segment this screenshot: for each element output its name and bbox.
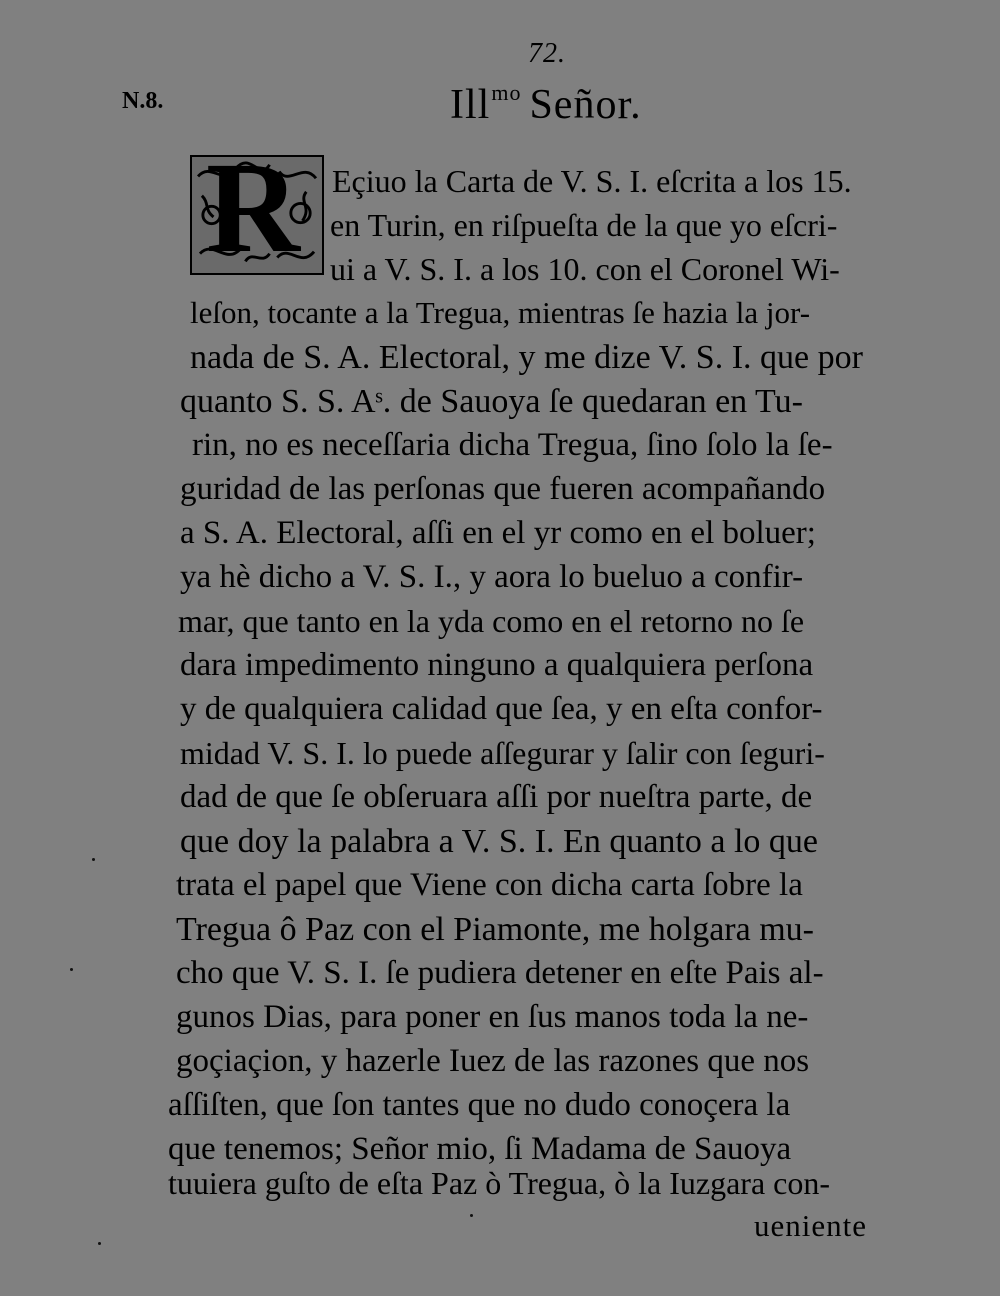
- text-line: dad de que ſe obſeruara aſſi por nueſtra parte, de: [180, 779, 813, 815]
- page-number: 72.: [528, 38, 566, 69]
- text-line: Tregua ô Paz con el Piamonte, me holgara mu-: [176, 911, 814, 948]
- text-line: rin, no es neceſſaria dicha Tregua, ſino ſolo la ſe-: [192, 427, 833, 463]
- text-line: guridad de las perſonas que fueren acompañando: [180, 471, 826, 507]
- text-line: ui a V. S. I. a los 10. con el Coronel Wi-: [330, 251, 840, 287]
- text-line: mar, que tanto en la yda como en el retorno no ſe: [178, 603, 805, 639]
- text-line: nada de S. A. Electoral, y me dize V. S. I. que por: [190, 339, 863, 376]
- print-speck: [98, 1242, 101, 1245]
- text-line: ya hè dicho a V. S. I., y aora lo bueluo a confir-: [180, 559, 804, 595]
- text-line: Eçiuo la Carta de V. S. I. eſcrita a los 15.: [332, 163, 852, 199]
- folio-mark: N.8.: [122, 88, 164, 114]
- text-line: aſſiſten, que ſon tantes que no dudo conoçera la: [168, 1087, 791, 1123]
- text-line: midad V. S. I. lo puede aſſegurar y ſalir con ſeguri-: [180, 735, 825, 771]
- letter-heading: [450, 80, 642, 129]
- print-speck: [92, 858, 95, 861]
- text-line: goçiaçion, y hazerle Iuez de las razones que nos: [176, 1043, 810, 1079]
- decorated-initial: [190, 155, 324, 275]
- dropcap-letter: R: [206, 155, 300, 275]
- text-line: leſon, tocante a la Tregua, mientras ſe hazia la jor-: [190, 295, 811, 330]
- text-line: gunos Dias, para poner en ſus manos toda la ne-: [176, 999, 809, 1035]
- text-line: que doy la palabra a V. S. I. En quanto a lo que: [180, 823, 818, 860]
- text-line: cho que V. S. I. ſe pudiera detener en eſte Pais al-: [176, 955, 824, 991]
- text-line: quanto S. S. Aˢ. de Sauoya ſe quedaran en Tu-: [180, 383, 803, 420]
- heading-abbreviation: mo: [491, 80, 522, 105]
- print-speck: [470, 1214, 473, 1217]
- text-line: que tenemos; Señor mio, ſi Madama de Sauoya: [168, 1131, 792, 1167]
- text-line: tuuiera guſto de eſta Paz ò Tregua, ò la Iuzgara con-: [168, 1165, 830, 1201]
- text-line: a S. A. Electoral, aſſi en el yr como en el boluer;: [180, 515, 816, 551]
- text-line: trata el papel que Viene con dicha carta ſobre la: [176, 867, 803, 903]
- print-speck: [70, 968, 73, 971]
- catchword: ueniente: [754, 1208, 868, 1243]
- text-line: y de qualquiera calidad que ſea, y en eſta confor-: [180, 691, 823, 727]
- heading-main: Ill: [450, 82, 491, 128]
- heading-rest: Señor.: [529, 82, 642, 128]
- text-line: dara impedimento ninguno a qualquiera perſona: [180, 647, 814, 683]
- text-line: en Turin, en riſpueſta de la que yo eſcri-: [330, 207, 838, 243]
